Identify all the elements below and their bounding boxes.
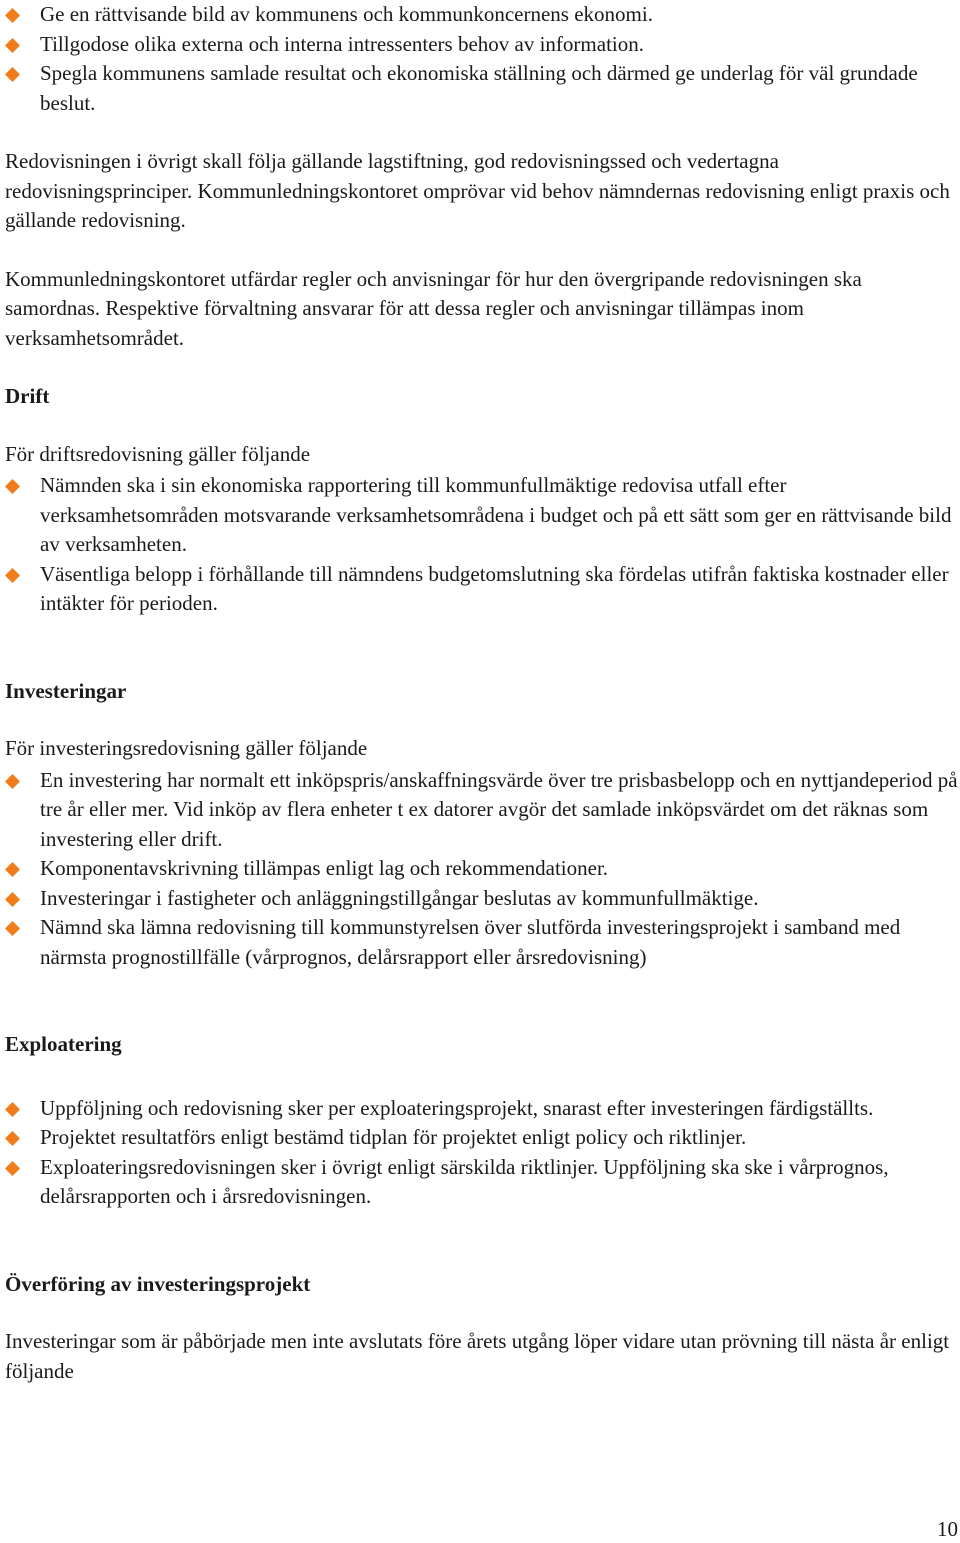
document-page (5, 0, 960, 1386)
paragraph: Kommunledningskontoret utfärdar regler och anvisningar för hur den övergripande redovisningen ska samordnas. Respektive förvaltning ansvarar för att dessa regler och anvisningar tillämpas inom verksamhetsområdet. (5, 266, 862, 350)
drift-bullet-list (5, 471, 960, 619)
top-bullet-list (5, 0, 960, 118)
section-heading-investeringar: Investeringar (5, 678, 127, 703)
orange-diamond-bullet-icon (5, 568, 20, 583)
section-heading-exploatering: Exploatering (5, 1032, 122, 1056)
page-number: 10 (937, 1517, 958, 1541)
orange-diamond-bullet-icon (5, 862, 20, 877)
list-item: En investering har normalt ett inköpspris/anskaffningsvärde över tre prisbasbelopp och en nyttjandeperiod på tre år eller mer. Vid inköp av flera enheter t ex datorer avgör det samlade inköpsvärdet om det räknas som investering eller drift. (5, 766, 960, 855)
list-item: Projektet resultatförs enligt bestämd tidplan för projektet enligt policy och riktlinjer. (5, 1123, 960, 1153)
list-item: Nämnd ska lämna redovisning till kommunstyrelsen över slutförda investeringsprojekt i samband med närmsta prognostillfälle (vårprognos, delårsrapport eller årsredovisning) (5, 913, 960, 972)
orange-diamond-bullet-icon (5, 1102, 20, 1117)
orange-diamond-bullet-icon (5, 892, 20, 907)
section-intro: För driftsredovisning gäller följande (5, 441, 311, 466)
orange-diamond-bullet-icon (5, 38, 20, 53)
list-item: Exploateringsredovisningen sker i övrigt enligt särskilda riktlinjer. Uppföljning ska ske i vårprognos, delårsrapporten och i årsredovisningen. (5, 1153, 960, 1212)
section-heading-drift: Drift (5, 384, 50, 408)
list-item: Nämnden ska i sin ekonomiska rapportering till kommunfullmäktige redovisa utfall efter verksamhetsområden motsvarande verksamhetsområdena i budget och på ett sätt som ger en rättvisande bild av verksamheten. (5, 471, 960, 560)
list-item: Komponentavskrivning tillämpas enligt lag och rekommendationer. (5, 854, 960, 884)
list-item: Ge en rättvisande bild av kommunens och kommunkoncernens ekonomi. (5, 0, 960, 30)
section-intro: För investeringsredovisning gäller följande (5, 736, 368, 760)
section-heading-overforing: Överföring av investeringsprojekt (5, 1271, 311, 1296)
orange-diamond-bullet-icon (5, 921, 20, 936)
orange-diamond-bullet-icon (5, 774, 20, 789)
investeringar-bullet-list (5, 766, 960, 973)
list-item: Tillgodose olika externa och interna intressenters behov av information. (5, 30, 960, 60)
orange-diamond-bullet-icon (5, 1131, 20, 1146)
exploatering-bullet-list (5, 1094, 960, 1212)
orange-diamond-bullet-icon (5, 479, 20, 494)
list-item: Uppföljning och redovisning sker per exploateringsprojekt, snarast efter investeringen färdigställts. (5, 1094, 960, 1124)
paragraph: Investeringar som är påbörjade men inte avslutats före årets utgång löper vidare utan prövning till nästa år enligt följande (5, 1329, 950, 1383)
orange-diamond-bullet-icon (5, 67, 20, 82)
orange-diamond-bullet-icon (5, 8, 20, 23)
list-item: Investeringar i fastigheter och anläggningstillgångar beslutas av kommunfullmäktige. (5, 884, 960, 914)
list-item: Väsentliga belopp i förhållande till nämndens budgetomslutning ska fördelas utifrån faktiska kostnader eller intäkter för perioden. (5, 560, 960, 619)
paragraph: Redovisningen i övrigt skall följa gällande lagstiftning, god redovisningssed och vedertagna redovisningsprinciper. Kommunledningskontoret omprövar vid behov nämndernas redovisning enligt praxis och gällande redovisning. (5, 149, 950, 232)
orange-diamond-bullet-icon (5, 1161, 20, 1176)
list-item: Spegla kommunens samlade resultat och ekonomiska ställning och därmed ge underlag för väl grundade beslut. (5, 59, 960, 118)
